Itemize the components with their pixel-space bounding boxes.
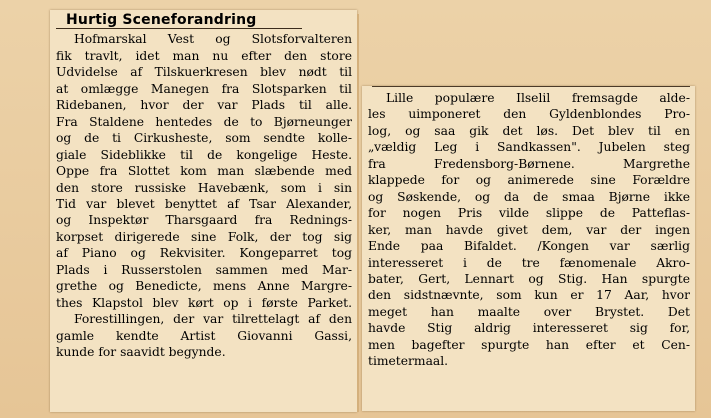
text-line: ker, man havde givet dem, var der ingen: [368, 222, 690, 237]
text-line: og Inspektør Tharsgaard fra Rednings-: [56, 213, 352, 228]
right-column-body: [368, 90, 690, 370]
column-top-rule: [372, 86, 690, 87]
text-line: korpset dirigerede sine Folk, der tog sig: [56, 229, 352, 244]
text-line: meget han maalte over Brystet. Det: [368, 304, 690, 319]
article-column-right: [368, 90, 690, 370]
text-line: Plads i Russerstolen sammen med Mar-: [56, 262, 352, 277]
text-line: kunde for saavidt begynde.: [56, 345, 226, 360]
text-line: den sidstnævnte, som kun er 17 Aar, hvor: [368, 288, 690, 303]
text-line: gamle kendte Artist Giovanni Gassi,: [56, 328, 352, 343]
text-line: les uimponeret den Gyldenblondes Pro-: [368, 107, 690, 122]
text-line: fik travlt, idet man nu efter den store: [56, 48, 352, 63]
article-column-left: [56, 12, 352, 361]
text-line: thes Klapstol blev kørt op i første Parket.: [56, 295, 352, 310]
text-line: af Piano og Rekvisiter. Kongeparret tog: [56, 246, 352, 261]
text-line: klappede for og animerede sine Forældre: [368, 173, 690, 188]
article-headline: Hurtig Sceneforandring: [56, 12, 302, 29]
text-line: Udvidelse af Tilskuerkresen blev nødt til: [56, 65, 352, 80]
text-line: havde Stig aldrig interesseret sig for,: [368, 321, 690, 336]
text-line: Tid var blevet benyttet af Tsar Alexander,: [56, 196, 352, 211]
text-line: Oppe fra Slottet kom man slæbende med: [56, 164, 352, 179]
text-line: fra Fredensborg-Børnene. Margrethe: [368, 156, 690, 171]
text-line: timetermaal.: [368, 354, 449, 369]
left-column-body: [56, 31, 352, 360]
text-line: log, og saa gik det løs. Det blev til en: [368, 123, 690, 138]
text-line: men bagefter spurgte han efter et Cen-: [368, 337, 690, 352]
text-line: og de ti Cirkusheste, som sendte kolle-: [56, 131, 352, 146]
text-line: og Søskende, og da de smaa Bjørne ikke: [368, 189, 690, 204]
text-line: for nogen Pris vilde slippe de Patteflas-: [368, 206, 690, 221]
text-line: Forestillingen, der var tilrettelagt af den: [74, 312, 352, 327]
text-line: interesseret i de tre fænomenale Akro-: [368, 255, 690, 270]
text-line: Fra Staldene hentedes de to Bjørneunger: [56, 114, 352, 129]
text-line: giale Sideblikke til de kongelige Heste.: [56, 147, 352, 162]
text-line: Lille populære Ilselil fremsagde alde-: [386, 91, 690, 105]
text-line: Ridebanen, hvor der var Plads til alle.: [56, 98, 352, 113]
text-line: bater, Gert, Lennart og Stig. Han spurgte: [368, 271, 690, 286]
text-line: at omlægge Manegen fra Slotsparken til: [56, 81, 352, 96]
text-line: „vældig Leg i Sandkassen". Jubelen steg: [368, 140, 690, 155]
text-line: Hofmarskal Vest og Slotsforvalteren: [74, 32, 352, 47]
column-gap: [357, 14, 359, 412]
text-line: Ende paa Bifaldet. /Kongen var særlig: [368, 239, 690, 254]
text-line: grethe og Benedicte, mens Anne Margre-: [56, 279, 352, 294]
text-line: den store russiske Havebænk, som i sin: [56, 180, 352, 195]
